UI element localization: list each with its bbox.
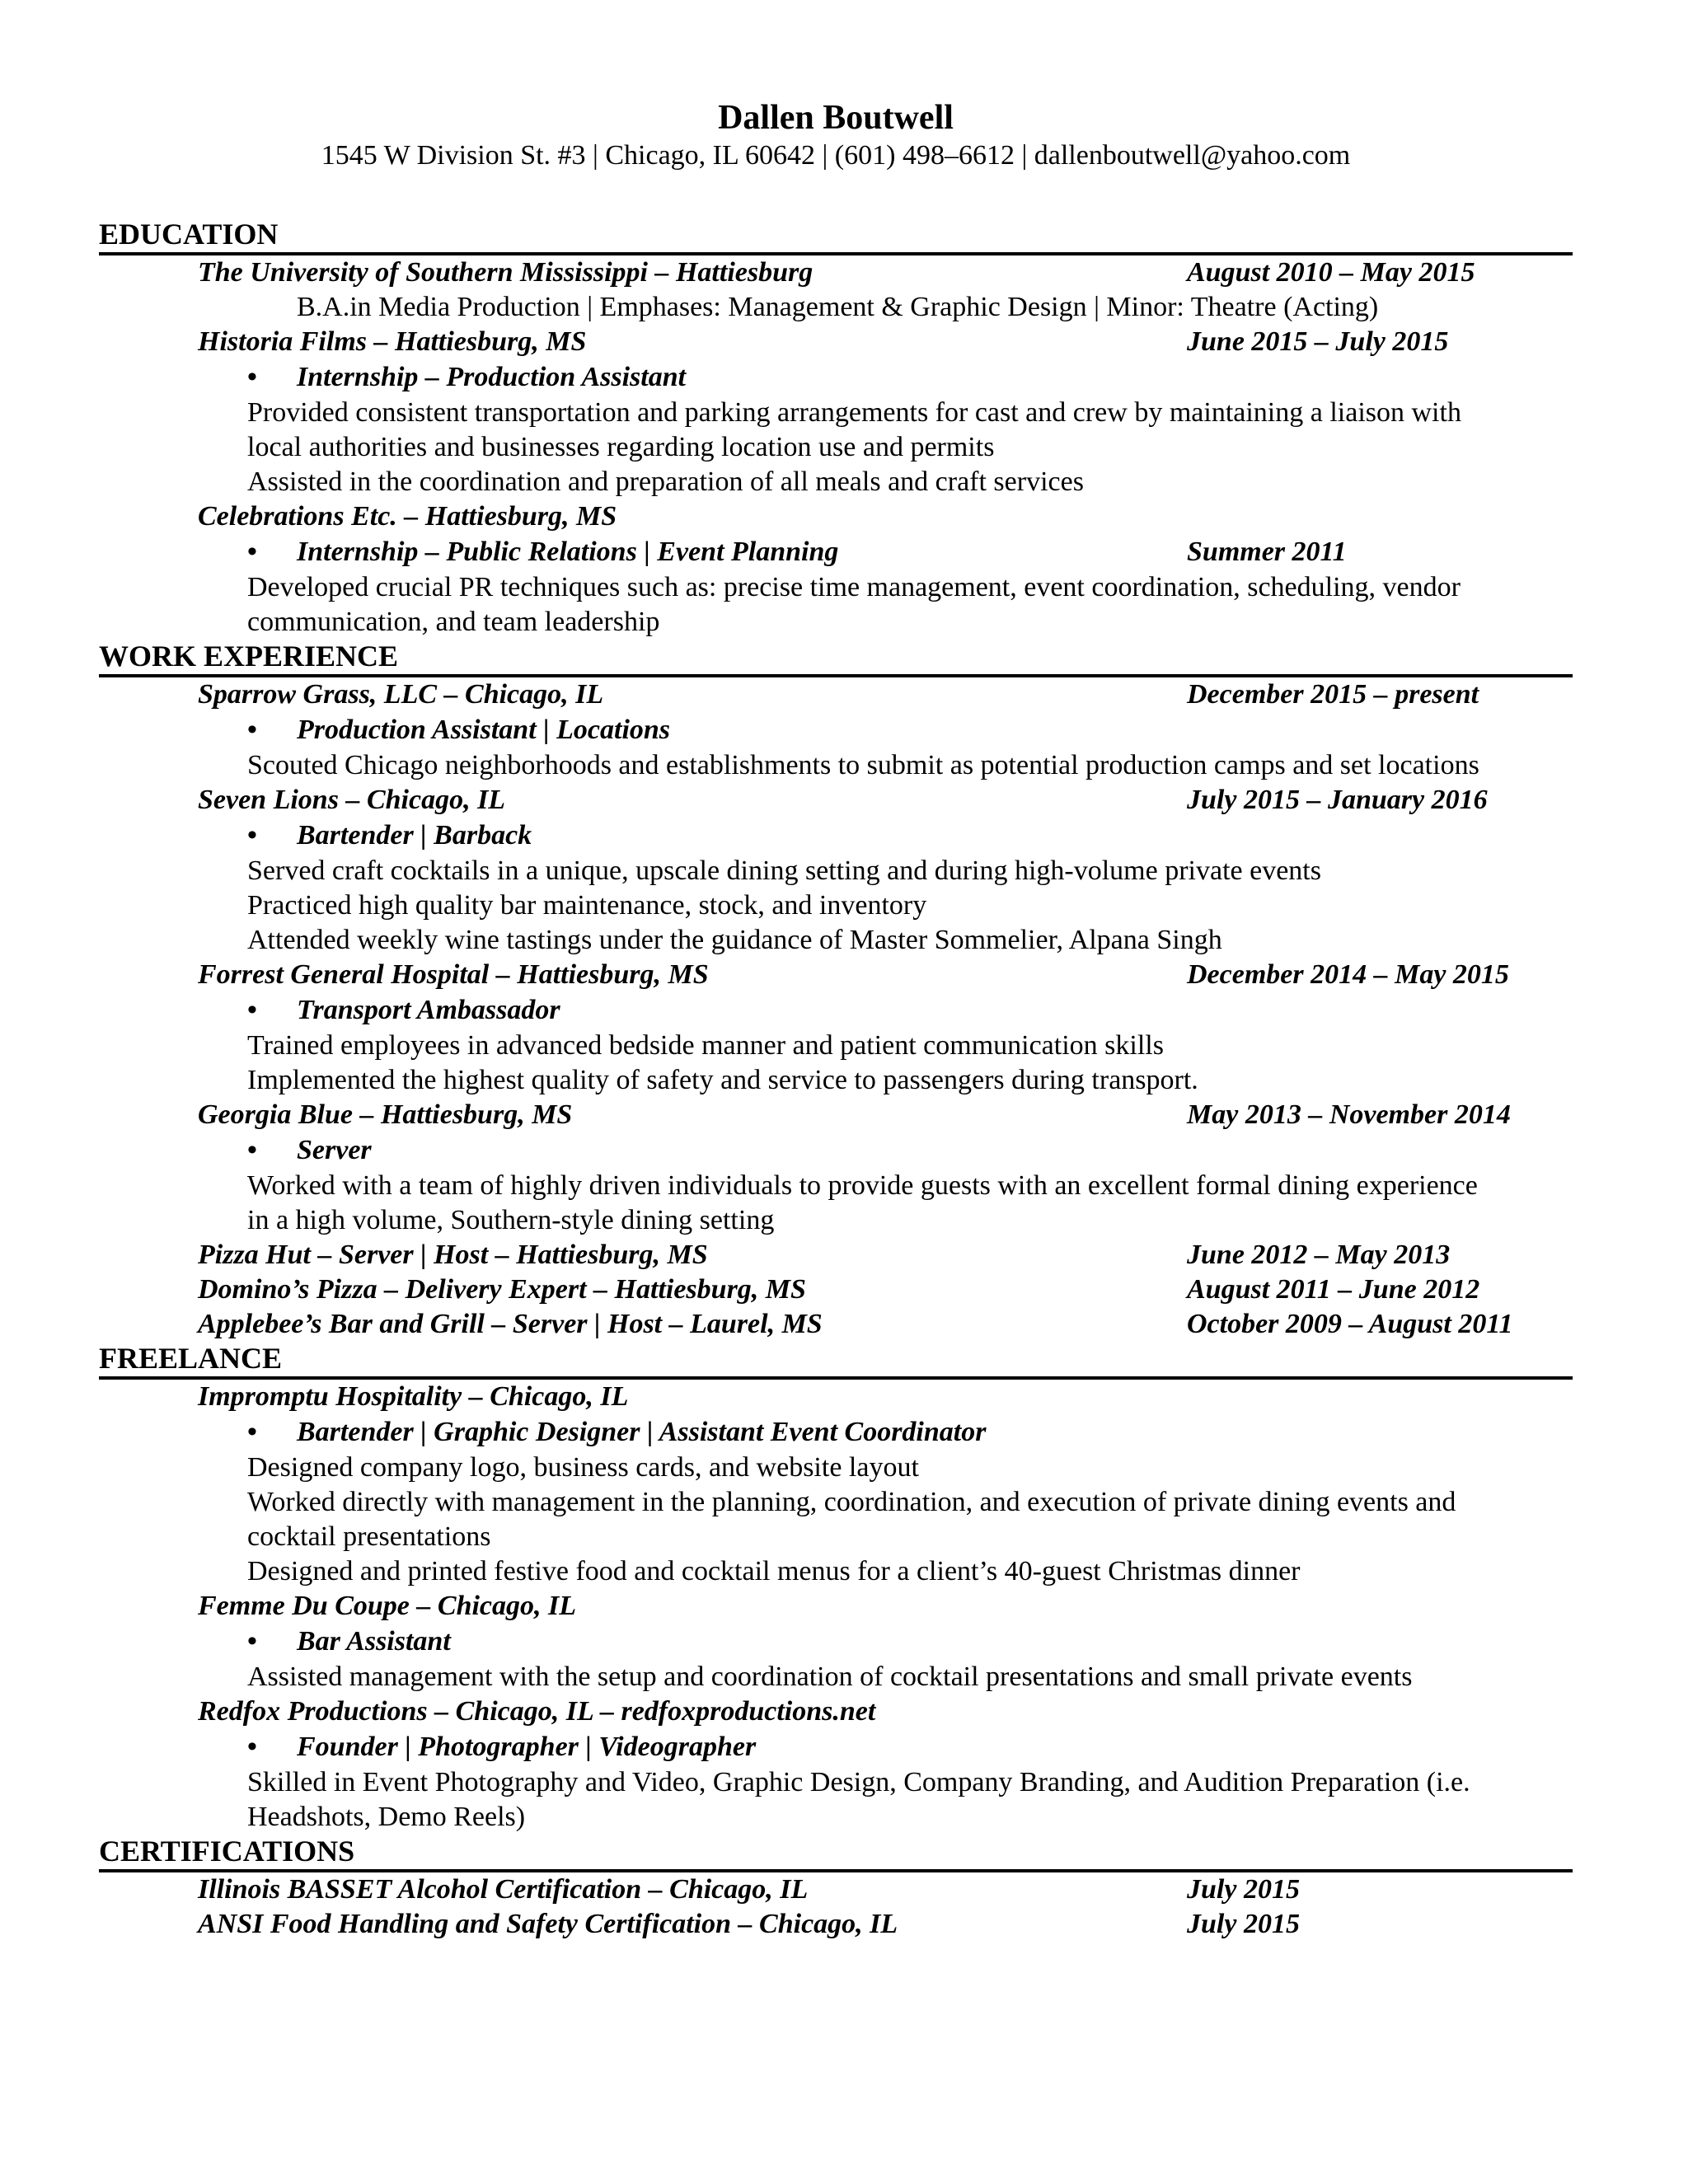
description-line: Implemented the highest quality of safety and service to passengers during transport.	[247, 1065, 1198, 1095]
bullet-icon: •	[247, 1626, 257, 1657]
education-section	[99, 218, 1573, 640]
internship-entry	[99, 325, 1573, 359]
role-line	[99, 1132, 1573, 1169]
role-line	[99, 992, 1573, 1029]
description-line: Practiced high quality bar maintenance, stock, and inventory	[247, 890, 927, 921]
bullet-icon: •	[247, 1135, 257, 1165]
description-line: Designed company logo, business cards, and website layout	[247, 1452, 919, 1483]
description-line: Trained employees in advanced bedside manner and patient communication skills	[247, 1030, 1164, 1061]
applicant-name: Dallen Boutwell	[718, 99, 954, 137]
org-dates: October 2009 – August 2011	[1187, 1309, 1513, 1339]
role-title: Bartender | Barback	[297, 820, 532, 851]
org-name: Femme Du Coupe – Chicago, IL	[198, 1591, 577, 1621]
role-dates: Summer 2011	[1187, 537, 1347, 567]
org-dates: June 2012 – May 2013	[1187, 1240, 1451, 1270]
certification-entry	[99, 1872, 1573, 1907]
description-line: Provided consistent transportation and parking arrangements for cast and crew by maintaining a liaison with	[247, 397, 1461, 428]
job-entry	[99, 1098, 1573, 1132]
description-line: in a high volume, Southern-style dining setting	[247, 1205, 775, 1235]
role-line	[99, 818, 1573, 854]
bullet-icon: •	[247, 362, 257, 392]
org-dates: December 2015 – present	[1187, 679, 1479, 710]
org-name: Domino’s Pizza – Delivery Expert – Hattiesburg, MS	[198, 1274, 806, 1305]
education-entry	[99, 255, 1573, 290]
description-line: Scouted Chicago neighborhoods and establishments to submit as potential production camps and set locations	[247, 750, 1479, 780]
role-title: Server	[297, 1135, 372, 1165]
org-name: Historia Films – Hattiesburg, MS	[198, 326, 587, 357]
freelance-entry	[99, 1589, 1573, 1624]
job-entry	[99, 1307, 1573, 1342]
certification-date: July 2015	[1187, 1909, 1300, 1939]
org-name: Impromptu Hospitality – Chicago, IL	[198, 1381, 629, 1412]
role-line	[99, 1624, 1573, 1660]
role-title: Founder | Photographer | Videographer	[297, 1732, 757, 1762]
job-entry	[99, 958, 1573, 992]
role-title: Transport Ambassador	[297, 995, 560, 1025]
section-title-education: EDUCATION	[99, 218, 279, 251]
section-title-work: WORK EXPERIENCE	[99, 640, 399, 673]
role-title: Bartender | Graphic Designer | Assistant Event Coordinator	[297, 1417, 987, 1447]
description-line: Worked directly with management in the planning, coordination, and execution of private dining events and	[247, 1487, 1456, 1517]
job-entry	[99, 1272, 1573, 1307]
school-name: The University of Southern Mississippi – Hattiesburg	[198, 257, 814, 288]
work-experience-section	[99, 640, 1573, 1342]
role-line	[99, 1414, 1573, 1451]
description-line: Assisted management with the setup and coordination of cocktail presentations and small private events	[247, 1661, 1413, 1692]
description-line: Assisted in the coordination and preparation of all meals and craft services	[247, 466, 1084, 497]
school-dates: August 2010 – May 2015	[1187, 257, 1475, 288]
role-title: Internship – Public Relations | Event Planning	[297, 537, 839, 567]
description-line: communication, and team leadership	[247, 607, 660, 637]
description-line: Headshots, Demo Reels)	[247, 1802, 526, 1832]
bullet-icon: •	[247, 715, 257, 745]
description-line: Skilled in Event Photography and Video, Graphic Design, Company Branding, and Audition Preparation (i.e.	[247, 1767, 1470, 1797]
bullet-icon: •	[247, 537, 257, 567]
org-name: Celebrations Etc. – Hattiesburg, MS	[198, 501, 617, 532]
description-line: Designed and printed festive food and cocktail menus for a client’s 40-guest Christmas dinner	[247, 1556, 1301, 1586]
description-line: Attended weekly wine tastings under the guidance of Master Sommelier, Alpana Singh	[247, 925, 1222, 955]
org-name: Redfox Productions – Chicago, IL – redfoxproductions.net	[198, 1696, 876, 1727]
bullet-icon: •	[247, 820, 257, 851]
bullet-icon: •	[247, 1417, 257, 1447]
bullet-icon: •	[247, 995, 257, 1025]
section-title-freelance: FREELANCE	[99, 1342, 283, 1375]
org-name: Pizza Hut – Server | Host – Hattiesburg, MS	[198, 1240, 708, 1270]
freelance-section	[99, 1342, 1573, 1835]
description-line: local authorities and businesses regarding location use and permits	[247, 432, 995, 462]
org-dates: June 2015 – July 2015	[1187, 326, 1449, 357]
freelance-entry	[99, 1694, 1573, 1729]
org-name: Georgia Blue – Hattiesburg, MS	[198, 1099, 573, 1130]
role-title: Bar Assistant	[297, 1626, 451, 1657]
bullet-icon: •	[247, 1732, 257, 1762]
role-line	[99, 359, 1573, 396]
section-title-certifications: CERTIFICATIONS	[99, 1835, 355, 1868]
org-dates: May 2013 – November 2014	[1187, 1099, 1511, 1130]
description-line: cocktail presentations	[247, 1521, 491, 1552]
certifications-section	[99, 1835, 1573, 1942]
certification-entry	[99, 1907, 1573, 1942]
certification-name: Illinois BASSET Alcohol Certification – Chicago, IL	[198, 1874, 809, 1905]
internship-entry	[99, 499, 1573, 534]
description-line: Developed crucial PR techniques such as: precise time management, event coordination, scheduling, vendor	[247, 572, 1461, 602]
degree-line: B.A.in Media Production | Emphases: Management & Graphic Design | Minor: Theatre (Acting)	[297, 292, 1379, 322]
job-entry	[99, 1238, 1573, 1272]
role-title: Internship – Production Assistant	[297, 362, 687, 392]
description-line: Worked with a team of highly driven individuals to provide guests with an excellent formal dining experience	[247, 1170, 1478, 1201]
role-line	[99, 712, 1573, 748]
job-entry	[99, 677, 1573, 712]
org-dates: July 2015 – January 2016	[1187, 785, 1488, 815]
role-line	[99, 534, 1573, 570]
description-line: Served craft cocktails in a unique, upscale dining setting and during high-volume private events	[247, 855, 1321, 886]
org-name: Sparrow Grass, LLC – Chicago, IL	[198, 679, 604, 710]
role-title: Production Assistant | Locations	[297, 715, 671, 745]
certification-date: July 2015	[1187, 1874, 1300, 1905]
resume-header	[99, 97, 1573, 173]
org-name: Forrest General Hospital – Hattiesburg, MS	[198, 959, 709, 990]
org-name: Seven Lions – Chicago, IL	[198, 785, 506, 815]
role-line	[99, 1729, 1573, 1765]
org-dates: August 2011 – June 2012	[1187, 1274, 1480, 1305]
freelance-entry	[99, 1380, 1573, 1414]
certification-name: ANSI Food Handling and Safety Certification – Chicago, IL	[198, 1909, 898, 1939]
org-dates: December 2014 – May 2015	[1187, 959, 1509, 990]
org-name: Applebee’s Bar and Grill – Server | Host – Laurel, MS	[198, 1309, 823, 1339]
contact-line: 1545 W Division St. #3 | Chicago, IL 60642 | (601) 498–6612 | dallenboutwell@yahoo.com	[321, 140, 1351, 171]
job-entry	[99, 783, 1573, 818]
